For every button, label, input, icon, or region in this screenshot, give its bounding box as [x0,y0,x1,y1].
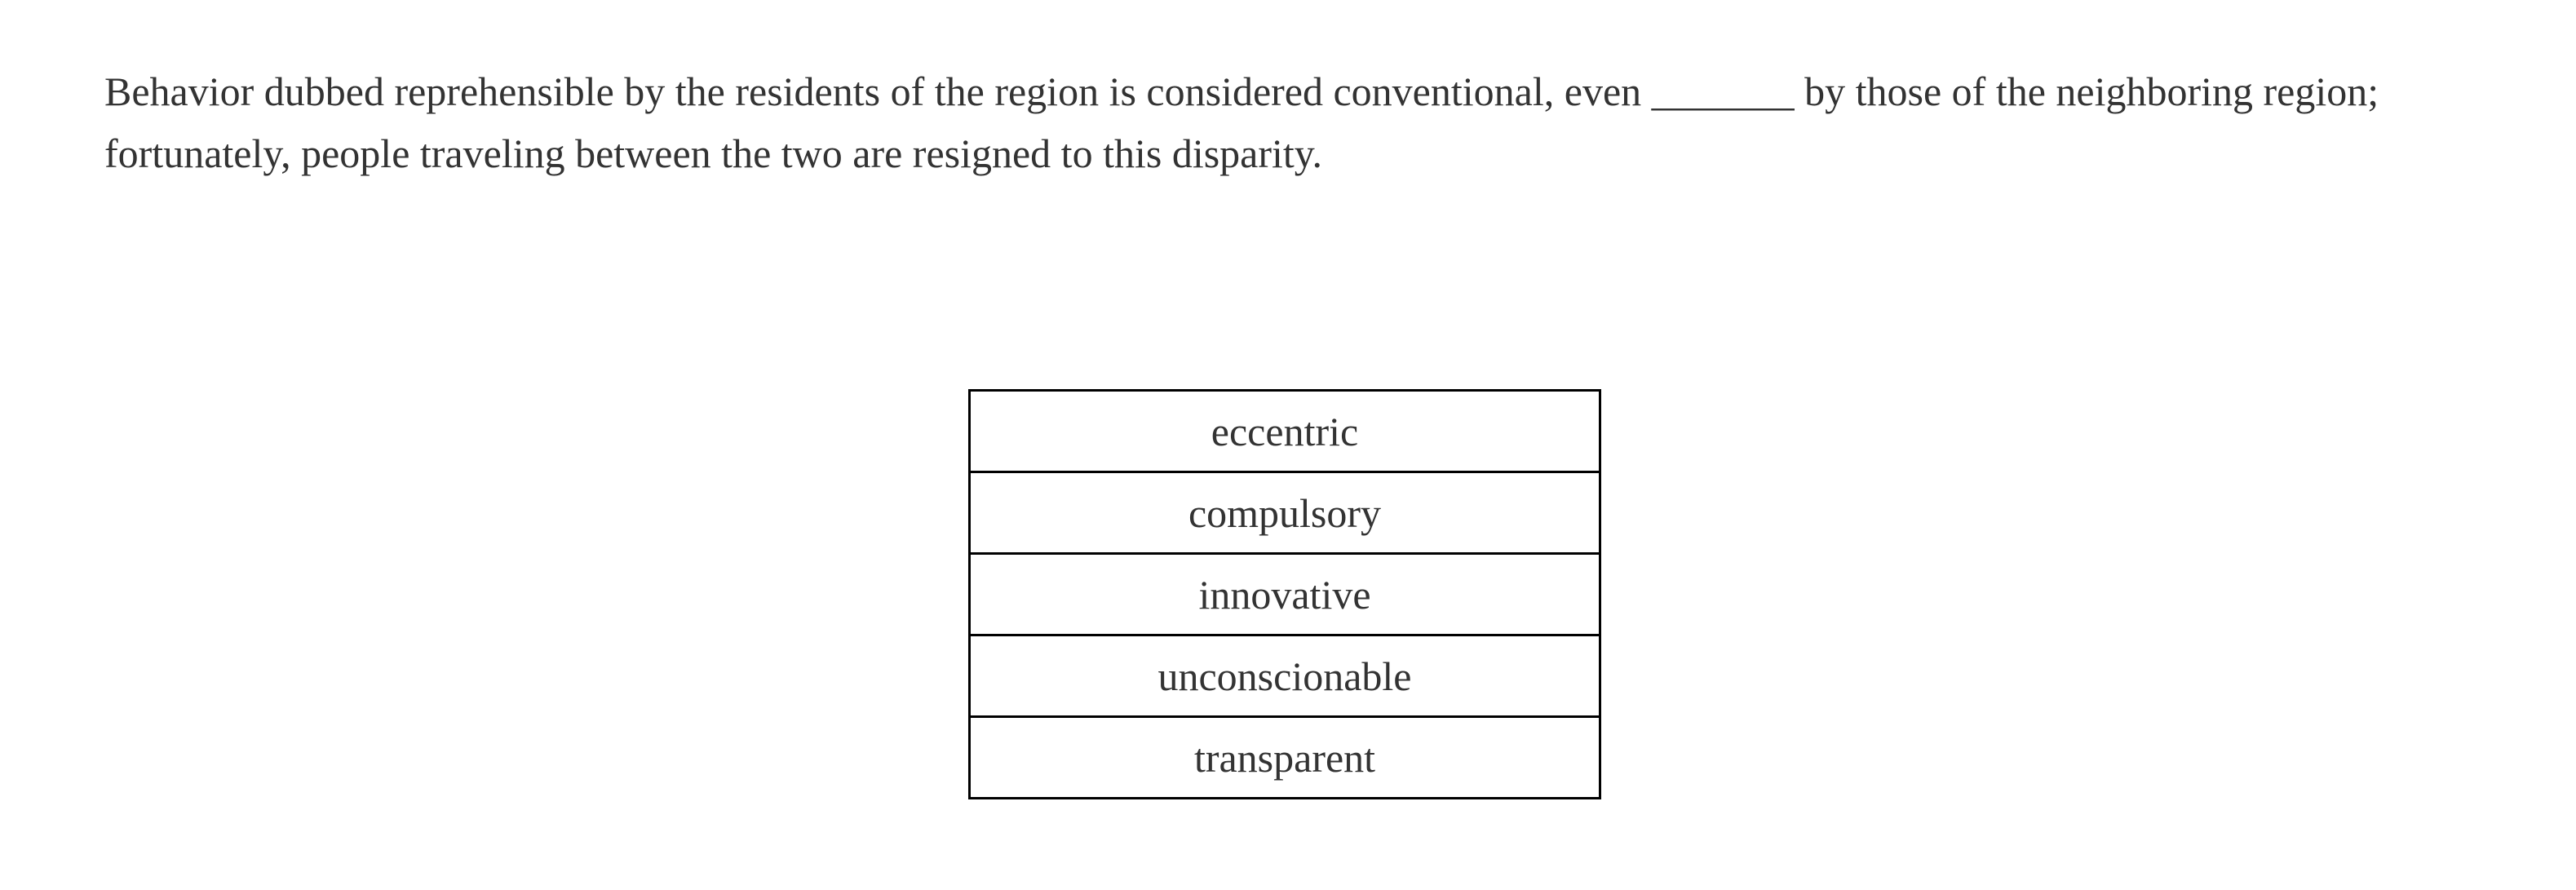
answer-choice-row[interactable] [970,635,1600,717]
answer-choice-transparent[interactable]: transparent [970,717,1600,799]
answer-choice-unconscionable[interactable]: unconscionable [970,635,1600,717]
answer-choice-row[interactable] [970,717,1600,799]
answer-choice-row[interactable] [970,472,1600,554]
answer-choice-row[interactable] [970,391,1600,472]
answer-choices-table [968,389,1601,799]
answer-choice-eccentric[interactable]: eccentric [970,391,1600,472]
question-text: Behavior dubbed reprehensible by the residents of the region is considered conventional, even _______ by those of the neighboring region; fortunately, people traveling between the two are resigned to this disparity. [104,69,2379,176]
answer-choice-row[interactable] [970,554,1600,635]
answer-choice-compulsory[interactable]: compulsory [970,472,1600,554]
answer-choice-innovative[interactable]: innovative [970,554,1600,635]
